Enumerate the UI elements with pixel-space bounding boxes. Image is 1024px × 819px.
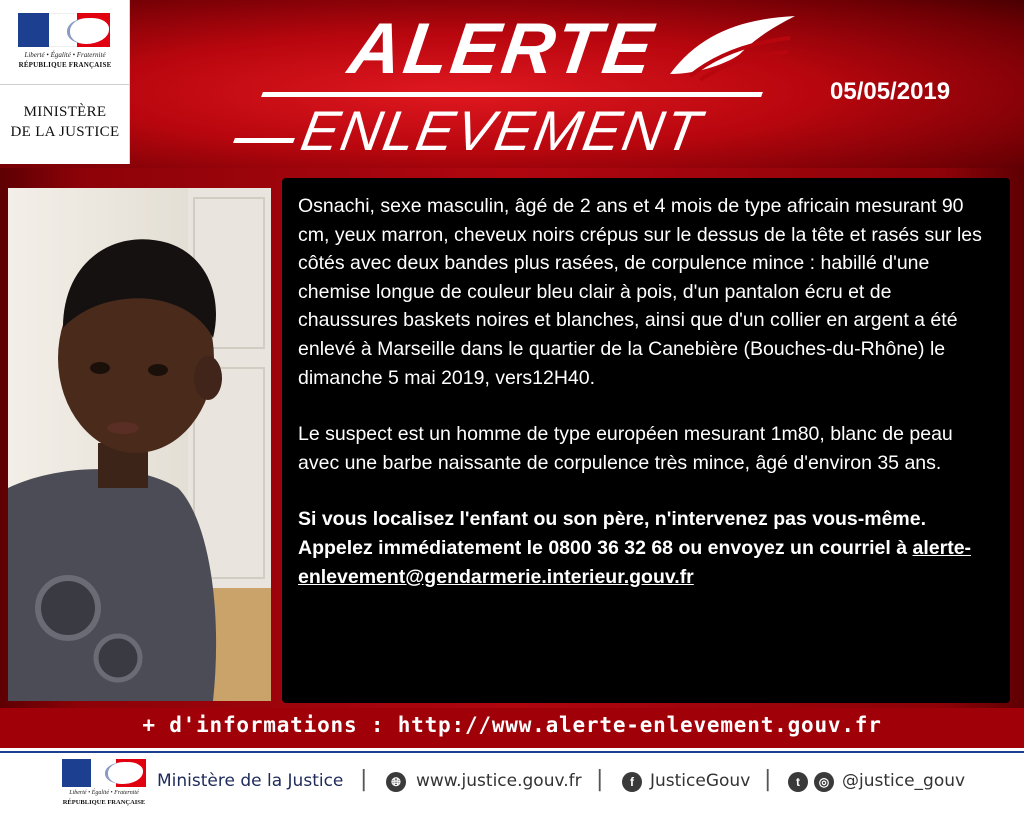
footer-ministry-name: Ministère de la Justice (157, 771, 344, 791)
header-banner (0, 0, 1024, 168)
info-bar (0, 708, 1024, 748)
ministry-name-line1: MINISTÈRE (23, 104, 107, 120)
footer-separator: | (596, 767, 604, 792)
instagram-icon: ◎ (814, 772, 834, 792)
republique-francaise-logo-block (0, 0, 130, 164)
footer-republic-motto: Liberté • Égalité • Fraternité (69, 790, 139, 796)
call-instruction (298, 534, 996, 591)
main-panel (0, 168, 1024, 708)
info-link[interactable]: + d'informations : http://www.alerte-enlevement.gouv.fr (142, 713, 882, 737)
marianne-logo (18, 13, 110, 47)
footer-social-handle[interactable]: @justice_gouv (842, 771, 966, 791)
notice-text-panel (282, 178, 1010, 703)
alert-date: 05/05/2019 (830, 78, 951, 105)
alert-subtitle: ENLEVEMENT (296, 99, 708, 162)
child-description: Osnachi, sexe masculin, âgé de 2 ans et 4 mois de type africain mesurant 90 cm, yeux marron, cheveux noirs crépus sur le dessus de la tête et rasés sur les côtés avec deux bandes plus rasées, de corpulence mince : habillé d'une chemise longue de couleur bleu clair à pois, d'un pantalon écru et de chaussures baskets noires et blanches, ainsi que d'un collier en argent a été enlevé à Marseille dans le quartier de la Canebière (Bouches-du-Rhône) le dimanche 5 mai 2019, vers12H40. (298, 195, 982, 389)
footer (0, 753, 1024, 819)
call-text: Appelez immédiatement le 0800 36 32 68 ou envoyez un courriel à (298, 536, 913, 559)
logo-stripe-left (233, 138, 295, 143)
bird-wing-icon (660, 14, 800, 84)
logo-stripe (261, 92, 763, 97)
footer-republic-name: RÉPUBLIQUE FRANÇAISE (62, 799, 146, 806)
footer-separator: | (360, 767, 368, 792)
email-link[interactable]: alerte-enlevement@gendarmerie.interieur.gouv.fr (298, 536, 972, 588)
republic-motto: Liberté • Égalité • Fraternité (24, 51, 106, 59)
warning-text: Si vous localisez l'enfant ou son père, n'intervenez pas vous-même. (298, 508, 927, 531)
facebook-icon: f (622, 772, 642, 792)
footer-website[interactable]: www.justice.gouv.fr (416, 771, 582, 791)
ministry-name-line2: DE LA JUSTICE (10, 124, 120, 140)
footer-marianne-logo (62, 759, 146, 787)
suspect-description: Le suspect est un homme de type européen mesurant 1m80, blanc de peau avec une barbe naissante de corpulence très mince, âgé d'environ 35 ans. (298, 423, 953, 474)
instructions-block (298, 505, 996, 591)
logo-divider (0, 84, 130, 85)
globe-icon: 🌐︎ (386, 772, 406, 792)
footer-separator: | (764, 767, 772, 792)
child-photo-illustration (8, 188, 271, 701)
footer-facebook[interactable]: JusticeGouv (650, 771, 751, 791)
alert-title: ALERTE (344, 9, 660, 89)
republic-name: RÉPUBLIQUE FRANÇAISE (18, 61, 112, 69)
alerte-enlevement-logo (232, 8, 772, 162)
twitter-icon: t (788, 772, 808, 792)
child-photo (8, 188, 271, 701)
